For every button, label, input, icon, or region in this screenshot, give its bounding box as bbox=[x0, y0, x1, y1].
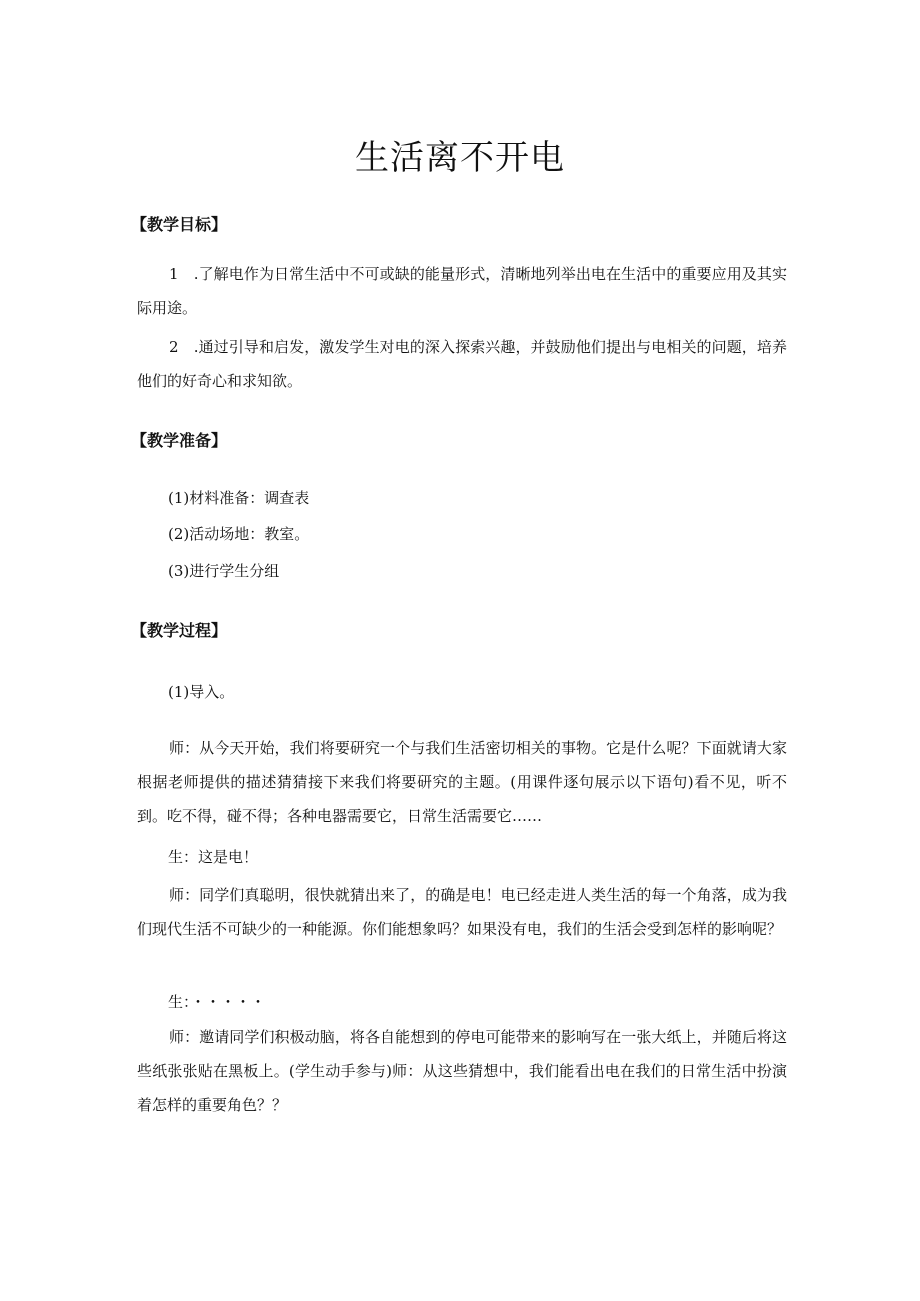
dialogue-teacher-2: 师：同学们真聪明，很快就猜出来了，的确是电！电已经走进人类生活的每一个角落，成为我们现代生活不可缺少的一种能源。你们能想象吗？如果没有电，我们的生活会受到怎样的影响呢？ bbox=[137, 886, 787, 938]
preparation-item-3: (3)进行学生分组 bbox=[168, 562, 280, 580]
section-heading-goals: 【教学目标】 bbox=[131, 215, 228, 234]
process-step-1: (1)导入。 bbox=[168, 683, 235, 701]
section-heading-process: 【教学过程】 bbox=[131, 621, 228, 640]
preparation-item-1: (1)材料准备：调查表 bbox=[168, 489, 310, 507]
document-title: 生活离不开电 bbox=[355, 138, 565, 178]
dialogue-student-2: 生：・・・・・ bbox=[168, 993, 266, 1011]
dialogue-student-1: 生：这是电！ bbox=[168, 848, 259, 866]
goal-item-1: 1 .了解电作为日常生活中不可或缺的能量形式，清晰地列举出电在生活中的重要应用及其实际用途。 bbox=[137, 265, 787, 317]
dialogue-teacher-3: 师：邀请同学们积极动脑，将各自能想到的停电可能带来的影响写在一张大纸上，并随后将这些纸张张贴在黑板上。(学生动手参与)师：从这些猜想中，我们能看出电在我们的日常生活中扮演着怎样的重要角色？？ bbox=[137, 1028, 787, 1114]
section-heading-preparation: 【教学准备】 bbox=[131, 431, 228, 450]
preparation-item-2: (2)活动场地：教室。 bbox=[168, 525, 310, 543]
dialogue-teacher-1: 师：从今天开始，我们将要研究一个与我们生活密切相关的事物。它是什么呢？下面就请大家根据老师提供的描述猜猜接下来我们将要研究的主题。(用课件逐句展示以下语句)看不见，听不到。吃不得，碰不得；各种电器需要它，日常生活需要它…… bbox=[137, 739, 787, 825]
goal-item-2: 2 .通过引导和启发，激发学生对电的深入探索兴趣，并鼓励他们提出与电相关的问题，培养他们的好奇心和求知欲。 bbox=[137, 338, 787, 390]
